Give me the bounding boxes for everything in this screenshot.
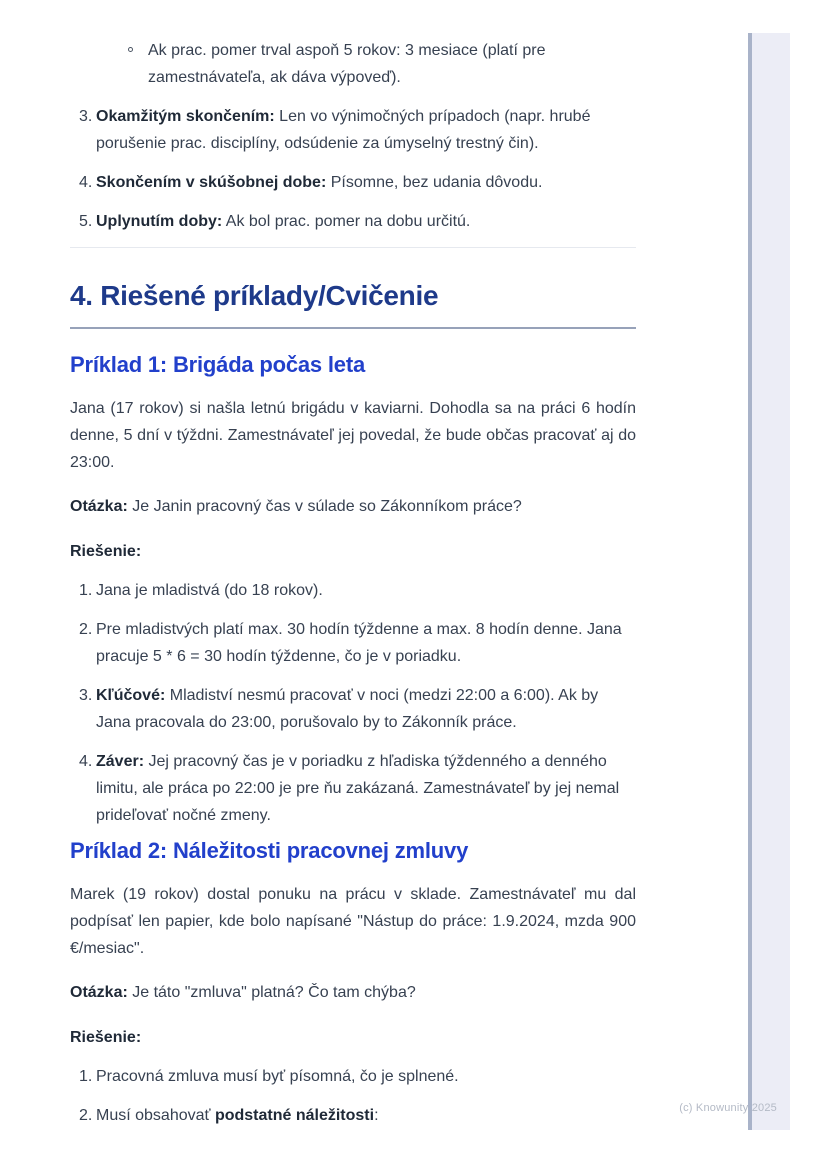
document-page [70,0,636,1129]
term-label: Skončením v skúšobnej dobe: [96,174,327,191]
list-number: 1. [79,1068,93,1085]
list-number: 4. [79,753,93,770]
footer-credit: (c) Knowunity 2025 [679,1102,777,1114]
list-number: 4. [79,174,93,191]
term-label: Uplynutím doby: [96,213,223,230]
list-item: 4. Skončením v skúšobnej dobe: Písomne, bez udania dôvodu. [70,169,636,196]
list-number: 3. [79,108,93,125]
sub-bullet-text: Ak prac. pomer trval aspoň 5 rokov: 3 mesiace (platí pre zamestnávateľa, ak dáva výpoveď). [148,42,546,86]
example2-intro: Marek (19 rokov) dostal ponuku na prácu v sklade. Zamestnávateľ mu dal podpísať len papier, kde bolo napísané "Nástup do práce: 1.9.2024, mzda 900 €/mesiac". [70,886,636,957]
section-title: 4. Riešené príklady/Cvičenie [70,278,636,329]
list-item: 2. Pre mladistvých platí max. 30 hodín týždenne a max. 8 hodín denne. Jana pracuje 5 * 6 = 30 hodín týždenne, čo je v poriadku. [70,616,636,670]
notice-period-sublist [70,37,636,91]
list-item: 1. Pracovná zmluva musí byť písomná, čo je splnené. [70,1063,636,1090]
example1-question: Otázka: Je Janin pracovný čas v súlade so Zákonníkom práce? [70,498,522,515]
list-number: 1. [79,582,93,599]
term-label: Okamžitým skončením: [96,108,275,125]
example1-solution-label: Riešenie: [70,543,142,560]
example1-intro: Jana (17 rokov) si našla letnú brigádu v kaviarni. Dohodla sa na práci 6 hodín denne, 5 dní v týždni. Zamestnávateľ jej povedal, že bude občas pracovať aj do 23:00. [70,400,636,471]
section-divider [70,247,636,248]
termination-list [70,103,636,235]
example2-solution-label: Riešenie: [70,1029,142,1046]
question-label: Otázka: [70,498,128,515]
example1-steps [70,577,636,829]
example1-title: Príklad 1: Brigáda počas leta [70,352,365,377]
list-number: 2. [79,1107,93,1124]
list-item: 4. Záver: Jej pracovný čas je v poriadku z hľadiska týždenného a denného limitu, ale práca po 22:00 je pre ňu zakázaná. Zamestnávateľ by jej nemal prideľovať nočné zmeny. [70,748,636,829]
circle-bullet-icon [128,47,133,52]
list-number: 5. [79,213,93,230]
question-label: Otázka: [70,984,128,1001]
list-item [70,37,636,91]
list-item: 1. Jana je mladistvá (do 18 rokov). [70,577,636,604]
scrollbar[interactable] [748,33,790,1130]
list-number: 2. [79,621,93,638]
list-item: 3. Okamžitým skončením: Len vo výnimočných prípadoch (napr. hrubé porušenie prac. disciplíny, odsúdenie za úmyselný trestný čin). [70,103,636,157]
list-item: 3. Kľúčové: Mladiství nesmú pracovať v noci (medzi 22:00 a 6:00). Ak by Jana pracovala do 23:00, porušovalo by to Zákonník práce. [70,682,636,736]
list-item: 5. Uplynutím doby: Ak bol prac. pomer na dobu určitú. [70,208,636,235]
list-number: 3. [79,687,93,704]
example2-question: Otázka: Je táto "zmluva" platná? Čo tam chýba? [70,984,416,1001]
list-item: 2. Musí obsahovať podstatné náležitosti: [70,1102,636,1129]
example2-title: Príklad 2: Náležitosti pracovnej zmluvy [70,838,469,863]
example2-steps [70,1063,636,1129]
